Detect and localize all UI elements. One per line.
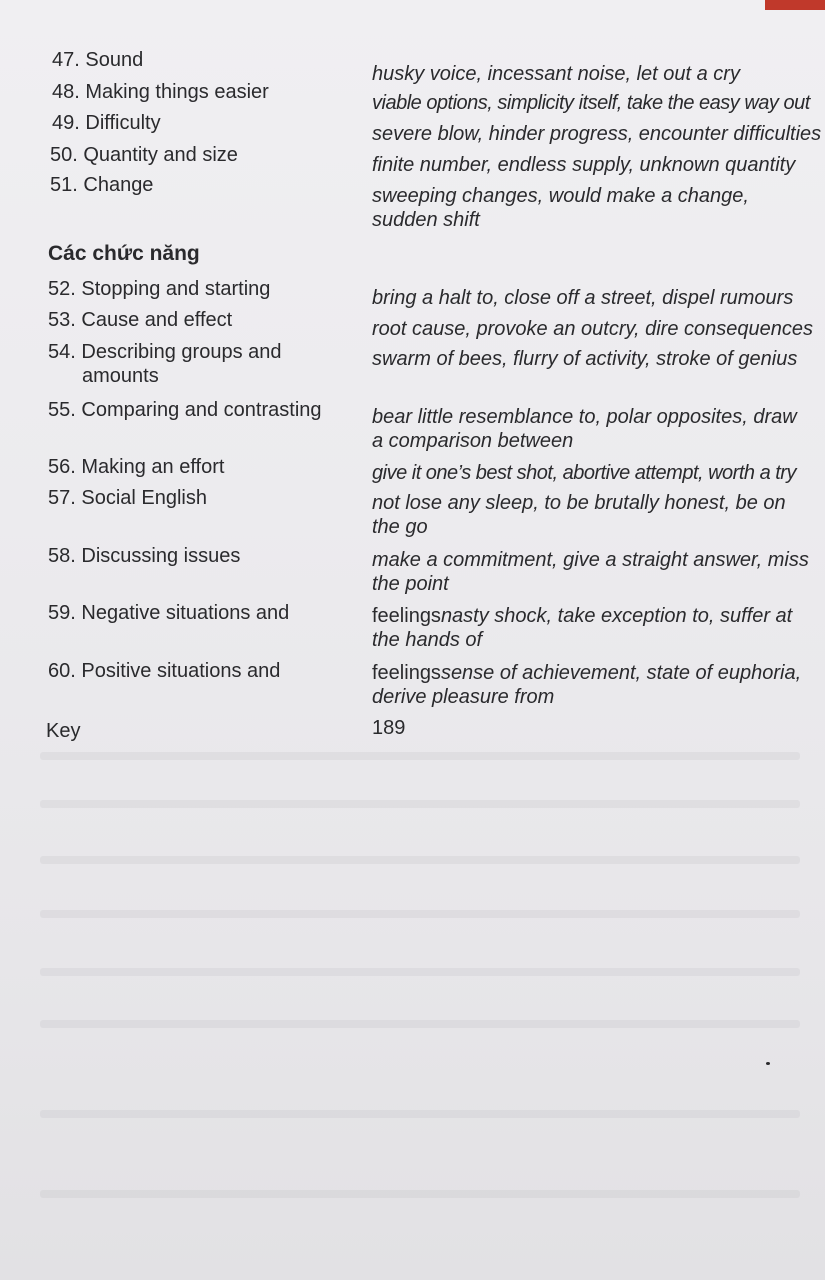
- bleed-through-line: [40, 1190, 800, 1198]
- topic-48-examples: viable options, simplicity itself, take the easy way out: [372, 92, 810, 114]
- topic-51-examples: [372, 184, 812, 232]
- examples-line: a comparison between: [372, 430, 574, 452]
- function-title: Cause and effect: [81, 309, 233, 331]
- function-number: 56.: [48, 456, 76, 478]
- function-58-examples: [372, 548, 812, 596]
- function-58: [48, 544, 240, 568]
- function-55: [48, 398, 322, 422]
- examples-prefix: feelings: [372, 662, 441, 684]
- function-59: [48, 601, 289, 625]
- function-52: [48, 277, 270, 301]
- examples-line: bear little resemblance to, polar opposites, draw: [372, 406, 797, 428]
- topic-51: [50, 173, 153, 197]
- function-number: 58.: [48, 545, 76, 567]
- examples-line: nasty shock, take exception to, suffer at: [440, 605, 793, 627]
- function-number: 57.: [48, 487, 76, 509]
- topic-49-examples: severe blow, hinder progress, encounter difficulties: [372, 123, 822, 145]
- bleed-through-line: [40, 800, 800, 808]
- function-53: [48, 308, 232, 332]
- bleed-through-line: [40, 1110, 800, 1118]
- topic-50: [50, 143, 238, 167]
- function-title: Describing groups and: [81, 341, 282, 363]
- key-page-number: 189: [372, 717, 406, 739]
- topic-title: Sound: [85, 49, 144, 71]
- topic-number: 49.: [52, 112, 80, 134]
- examples-line: not lose any sleep, to be brutally honest, be on: [372, 492, 786, 514]
- function-60-examples: [372, 661, 812, 709]
- function-number: 54.: [48, 341, 76, 363]
- function-title: Making an effort: [81, 456, 225, 478]
- red-cover-edge: [765, 0, 825, 10]
- topic-title: Change: [83, 174, 154, 196]
- function-title: Positive situations and: [81, 660, 281, 682]
- topic-47-examples: husky voice, incessant noise, let out a cry: [372, 63, 740, 85]
- examples-line: make a commitment, give a straight answer, miss: [372, 549, 809, 571]
- bleed-through-line: [40, 1020, 800, 1028]
- function-56: [48, 455, 224, 479]
- bleed-through-line: [40, 856, 800, 864]
- function-number: 55.: [48, 399, 76, 421]
- examples-line: derive pleasure from: [372, 686, 555, 708]
- function-57-examples: [372, 491, 812, 539]
- bleed-through-line: [40, 968, 800, 976]
- function-title: Negative situations and: [81, 602, 290, 624]
- ink-speck: [766, 1062, 770, 1065]
- examples-line: the point: [372, 573, 449, 595]
- topic-title: Difficulty: [85, 112, 161, 134]
- key-label: Key: [46, 720, 81, 742]
- function-number: 60.: [48, 660, 76, 682]
- function-number: 59.: [48, 602, 76, 624]
- topic-title: Quantity and size: [83, 144, 238, 166]
- function-title: Comparing and contrasting: [81, 399, 322, 421]
- function-60: [48, 659, 280, 683]
- function-59-examples: [372, 604, 812, 652]
- function-number: 53.: [48, 309, 76, 331]
- function-52-examples: bring a halt to, close off a street, dispel rumours: [372, 287, 794, 309]
- function-number: 52.: [48, 278, 76, 300]
- topic-number: 51.: [50, 174, 78, 196]
- function-54-examples: swarm of bees, flurry of activity, stroke of genius: [372, 348, 798, 370]
- function-title-continued: amounts: [82, 365, 159, 387]
- function-title: Discussing issues: [81, 545, 241, 567]
- function-53-examples: root cause, provoke an outcry, dire consequences: [372, 318, 813, 340]
- examples-prefix: feelings: [372, 605, 441, 627]
- topic-47: [52, 48, 143, 72]
- function-55-examples: [372, 405, 812, 453]
- function-title: Stopping and starting: [81, 278, 271, 300]
- topic-number: 50.: [50, 144, 78, 166]
- bleed-through-line: [40, 910, 800, 918]
- topic-50-examples: finite number, endless supply, unknown quantity: [372, 154, 796, 176]
- topic-number: 47.: [52, 49, 80, 71]
- section-heading: Các chức năng: [48, 242, 200, 265]
- topic-title: Making things easier: [85, 81, 269, 103]
- bleed-through-line: [40, 752, 800, 760]
- examples-line: sense of achievement, state of euphoria,: [440, 662, 802, 684]
- topic-number: 48.: [52, 81, 80, 103]
- function-56-examples: give it one’s best shot, abortive attempt, worth a try: [372, 462, 796, 484]
- examples-line: sudden shift: [372, 209, 480, 231]
- function-54: [48, 340, 282, 388]
- topic-48: [52, 80, 269, 104]
- function-57: [48, 486, 207, 510]
- examples-line: the go: [372, 516, 428, 538]
- topic-49: [52, 111, 161, 135]
- examples-line: sweeping changes, would make a change,: [372, 185, 749, 207]
- examples-line: the hands of: [372, 629, 483, 651]
- function-title: Social English: [81, 487, 207, 509]
